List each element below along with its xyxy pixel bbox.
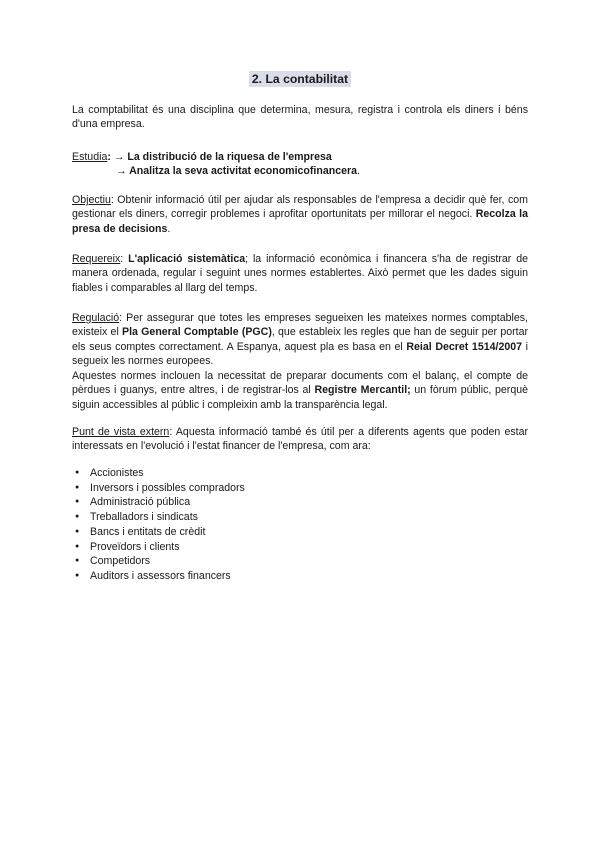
regulacio-t5: un fòrum públic, perquè siguin accessibles al públic i compleixin amb la transparència legal. — [72, 384, 529, 411]
objectiu-paragraph — [72, 193, 528, 236]
requereix-bold: L'aplicació sistemàtica — [128, 253, 246, 265]
extern-label: Punt de vista extern — [72, 426, 170, 438]
list-item: ● Competidors — [72, 554, 528, 569]
regulacio-b1: Pla General Comptable (PGC) — [122, 326, 272, 339]
list-item: ● Bancs i entitats de crèdit — [72, 525, 528, 540]
title-container — [72, 71, 528, 87]
regulacio-b3: Registre Mercantil; — [314, 384, 411, 397]
requereix-sep: : — [120, 253, 129, 265]
list-item: ● Treballadors i sindicats — [72, 510, 528, 525]
extern-text: : Aquesta informació també és útil per a diferents agents que poden estar interessats en l'evolució i l'estat financer de l'empresa, com ara: — [72, 426, 528, 453]
objectiu-text: : Obtenir informació útil per ajudar als responsables de l'empresa a decidir què fer, com gestionar els diners, corregir problemes i aprofitar oportunitats per millorar el negoci. — [72, 194, 528, 221]
objectiu-end: . — [167, 222, 171, 235]
list-item: ● Proveïdors i clients — [72, 540, 528, 555]
requereix-text: ; la informació econòmica i financera s'ha de registrar de manera ordenada, regular i seguint unes normes establertes. Això permet que les dades siguin fiables i comparables al llarg del temps. — [72, 253, 528, 294]
regulacio-paragraph-2 — [72, 369, 528, 412]
agents-list — [72, 466, 528, 584]
estudia-line-2: → Analitza la seva activitat economicofinancera — [116, 165, 357, 178]
requereix-paragraph — [72, 252, 528, 295]
estudia-line-2-end: . — [357, 165, 360, 178]
regulacio-paragraph — [72, 311, 528, 368]
list-item: ● Accionistes — [72, 466, 528, 481]
section-title: 2. La contabilitat — [249, 71, 351, 87]
regulacio-t2: , que estableix les regles que han de seguir per portar els seus comptes correctament. A Espanya, aquest pla es basa en el — [72, 326, 528, 353]
regulacio-t4: Aquestes normes inclouen la necessitat de preparar documents com el balanç, el compte de pèrdues i guanys, entre altres, i de registrar-los al — [72, 370, 528, 397]
list-item: ● Administració pública — [72, 495, 528, 510]
estudia-label: Estudia — [72, 151, 108, 163]
estudia-block — [72, 150, 528, 179]
extern-paragraph — [72, 425, 528, 454]
estudia-sep: : — [107, 151, 114, 163]
objectiu-bold: Recolza la presa de decisions — [72, 208, 528, 235]
list-item: ● Inversors i possibles compradors — [72, 481, 528, 496]
regulacio-label: Regulació — [72, 312, 120, 324]
regulacio-t3: i segueix les normes europees. — [72, 340, 528, 367]
estudia-line-1: → La distribució de la riquesa de l'empresa — [113, 151, 332, 163]
regulacio-b2: Reial Decret 1514/2007 — [406, 340, 523, 353]
objectiu-label: Objectiu — [72, 194, 111, 206]
list-item: ● Auditors i assessors financers — [72, 569, 528, 584]
intro-paragraph: La comptabilitat és una disciplina que determina, mesura, registra i controla els diners i béns d'una empresa. — [72, 104, 528, 131]
regulacio-t1: : Per assegurar que totes les empreses segueixen les mateixes normes comptables, existeix el — [72, 312, 528, 339]
requereix-label: Requereix — [72, 253, 121, 265]
